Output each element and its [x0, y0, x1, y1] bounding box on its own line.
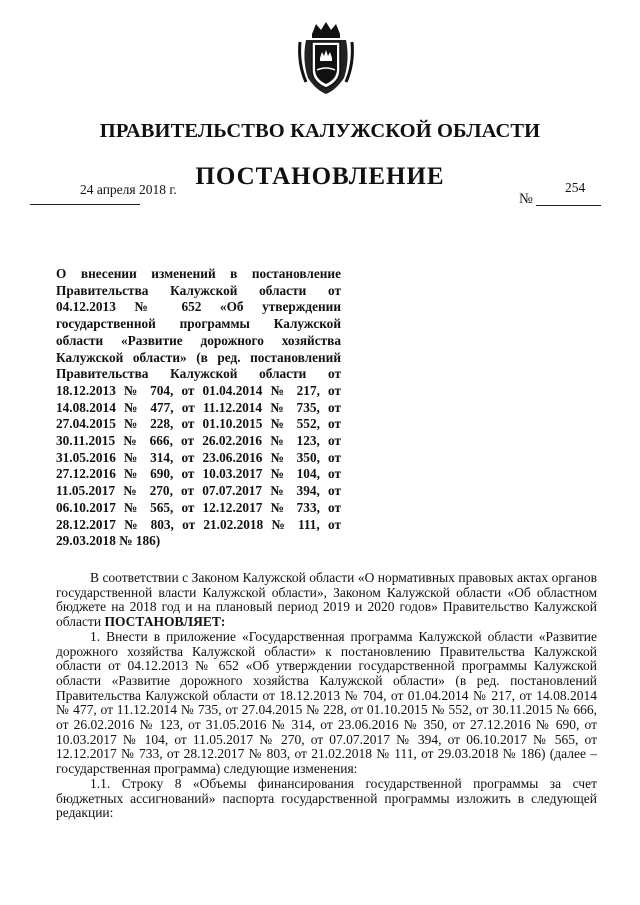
resolves-word: ПОСТАНОВЛЯЕТ: — [104, 614, 226, 630]
date-underline — [30, 204, 140, 205]
number-underline — [536, 205, 601, 206]
government-title: ПРАВИТЕЛЬСТВО КАЛУЖСКОЙ ОБЛАСТИ — [99, 120, 541, 142]
number-sign: № — [519, 191, 533, 207]
document-body — [56, 571, 597, 821]
document-number: 254 — [565, 180, 586, 195]
preamble-text: В соответствии с Законом Калужской области «О нормативных правовых актах органов государственной власти Калужской области», Законом Калужской области «Об областном бюджете на 2018 год и на плановый период 2019 и 2020 годов» Правительство Калужской области — [56, 570, 597, 630]
preamble-paragraph — [56, 571, 597, 630]
document-date: 24 апреля 2018 г. — [80, 182, 177, 197]
item-1-paragraph: 1. Внести в приложение «Государственная программа Калужской области «Развитие дорожного хозяйства Калужской области» к постановлению Правительства Калужской области от 04.12.2013 № 652 «Об утверждении государственной программы Калужской области «Развитие дорожного хозяйства Калужской области» (в ред. постановлений Правительства Калужской области от 18.12.2013 № 704, от 01.04.2014 № 217, от 14.08.2014 № 477, от 11.12.2014 № 735, от 27.04.2015 № 228, от 01.10.2015 № 552, от 30.11.2015 № 666, от 26.02.2016 № 123, от 31.05.2016 № 314, от 23.06.2016 № 350, от 27.12.2016 № 690, от 10.03.2017 № 104, от 11.05.2017 № 270, от 07.07.2017 № 394, от 06.10.2017 № 565, от 12.12.2017 № 733, от 28.12.2017 № 803, от 21.02.2018 № 111, от 29.03.2018 № 186) (далее – государственная программа) следующие изменения: — [56, 628, 597, 777]
item-1-1-paragraph: 1.1. Строку 8 «Объемы финансирования государственной программы за счет бюджетных ассигнований» паспорта государственной программы изложить в следующей редакции: — [56, 775, 597, 821]
coat-of-arms-icon — [296, 20, 356, 96]
document-subject: О внесении изменений в постановление Правительства Калужской области от 04.12.2013 № 652 «Об утверждении государственной программы Калужской области «Развитие дорожного хозяйства Калужской области» (в ред. постановлений Правительства Калужской области от 18.12.2013 № 704, от 01.04.2014 № 217, от 14.08.2014 № 477, от 11.12.2014 № 735, от 27.04.2015 № 228, от 01.10.2015 № 552, от 30.11.2015 № 666, от 26.02.2016 № 123, от 31.05.2016 № 314, от 23.06.2016 № 350, от 27.12.2016 № 690, от 10.03.2017 № 104, от 11.05.2017 № 270, от 07.07.2017 № 394, от 06.10.2017 № 565, от 12.12.2017 № 733, от 28.12.2017 № 803, от 21.02.2018 № 111, от 29.03.2018 № 186) — [56, 266, 341, 549]
document-type-title: ПОСТАНОВЛЕНИЕ — [195, 163, 445, 190]
